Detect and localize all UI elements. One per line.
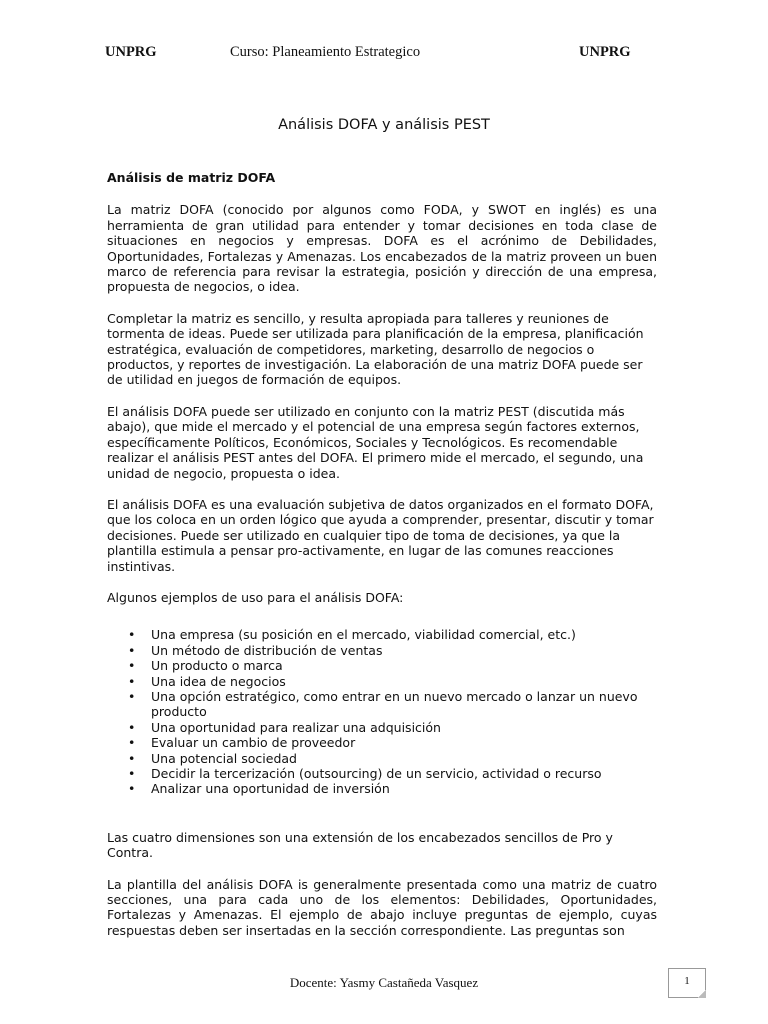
paragraph: Algunos ejemplos de uso para el análisis DOFA:: [107, 589, 404, 605]
document-body: [107, 170, 657, 954]
footer-teacher: Docente: Yasmy Castañeda Vasquez: [289, 975, 479, 990]
list-item: • Analizar una oportunidad de inversión: [151, 781, 657, 796]
header-course: Curso: Planeamiento Estrategico: [230, 44, 421, 60]
page-number: 1: [684, 975, 690, 987]
page-title: Análisis DOFA y análisis PEST: [278, 117, 490, 133]
page-number-box: [668, 968, 706, 998]
list-item: • Un producto o marca: [151, 658, 657, 673]
section-heading: Análisis de matriz DOFA: [107, 170, 276, 185]
list-item: • Un método de distribución de ventas: [151, 643, 657, 658]
list-item: • Evaluar un cambio de proveedor: [151, 735, 657, 750]
list-item: • Una opción estratégico, como entrar en un nuevo mercado o lanzar un nuevo producto: [151, 689, 657, 720]
examples-list: [107, 627, 657, 796]
list-item: • Una potencial sociedad: [151, 751, 657, 766]
paragraph: Completar la matriz es sencillo, y resulta apropiada para talleres y reuniones de tormenta de ideas. Puede ser utilizada para planificación de la empresa, planificación estratégica, evaluación de competidores, marketing, desarrollo de negocios o productos, y reportes de investigación. La elaboración de una matriz DOFA puede ser de utilidad en juegos de formación de equipos.: [107, 310, 644, 388]
paragraph: Las cuatro dimensiones son una extensión de los encabezados sencillos de Pro y Contra.: [107, 829, 613, 861]
paragraph: El análisis DOFA puede ser utilizado en conjunto con la matriz PEST (discutida más abajo), que mide el mercado y el potencial de una empresa según factores externos, específicamente Políticos, Económicos, Sociales y Tecnológicos. Es recomendable realizar el análisis PEST antes del DOFA. El primero mide el mercado, el segundo, una unidad de negocio, propuesta o idea.: [107, 403, 644, 481]
header-right: UNPRG: [579, 44, 631, 60]
list-item: • Una idea de negocios: [151, 674, 657, 689]
list-item: • Decidir la tercerización (outsourcing) de un servicio, actividad o recurso: [151, 766, 657, 781]
list-item: • Una oportunidad para realizar una adquisición: [151, 720, 657, 735]
paragraph: La matriz DOFA (conocido por algunos como FODA, y SWOT en inglés) es una herramienta de gran utilidad para entender y tomar decisiones en toda clase de situaciones en negocios y empresas. DOFA es el acrónimo de Debilidades, Oportunidades, Fortalezas y Amenazas. Los encabezados de la matriz proveen un buen marco de referencia para revisar la estrategia, posición y dirección de una empresa, propuesta de negocios, o idea.: [107, 202, 657, 295]
header-left: UNPRG: [105, 44, 157, 60]
paragraph: La plantilla del análisis DOFA is generalmente presentada como una matriz de cuatro secciones, una para cada uno de los elementos: Debilidades, Oportunidades, Fortalezas y Amenazas. El ejemplo de abajo incluye preguntas de ejemplo, cuyas respuestas deben ser insertadas en la sección correspondiente. Las preguntas son: [107, 876, 657, 938]
list-item: • Una empresa (su posición en el mercado, viabilidad comercial, etc.): [151, 627, 657, 642]
paragraph: El análisis DOFA es una evaluación subjetiva de datos organizados en el formato DOFA, que los coloca en un orden lógico que ayuda a comprender, presentar, discutir y tomar decisiones. Puede ser utilizado en cualquier tipo de toma de decisiones, ya que la plantilla estimula a pensar pro-activamente, en lugar de las comunes reacciones instintivas.: [107, 496, 654, 574]
